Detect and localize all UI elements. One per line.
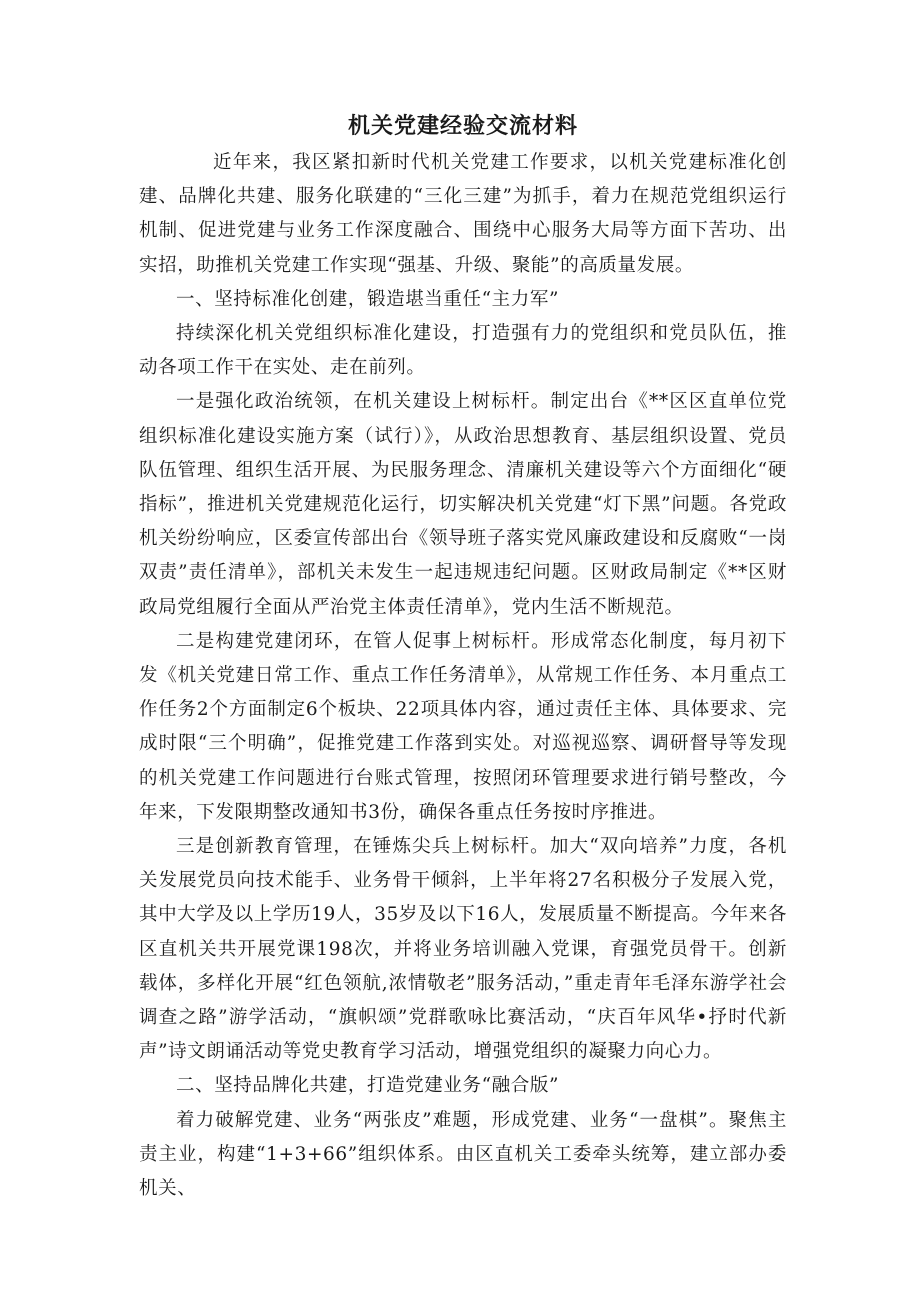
section-heading-1: 一、坚持标准化创建，锻造堪当重任“主力军” — [176, 288, 560, 310]
intro-paragraph: 近年来，我区紧扣新时代机关党建工作要求，以机关党建标准化创建、品牌化共建、服务化联建的“三化三建”为抓手，着力在规范党组织运行机制、促进党建与业务工作深度融合、围绕中心服务大局等方面下苦功、出实招，助推机关党建工作实现“强基、升级、聚能”的高质量发展。 — [139, 152, 787, 276]
document-title: 机关党建经验交流材料 — [347, 114, 578, 139]
document-page — [139, 112, 787, 1206]
body-paragraph: 一是强化政治统领，在机关建设上树标杆。制定出台《**区区直单位党组织标准化建设实施方案（试行）》，从政治思想教育、基层组织设置、党员队伍管理、组织生活开展、为民服务理念、清廉机关建设等六个方面细化“硬指标”，推进机关党建规范化运行，切实解决机关党建“灯下黑”问题。各党政机关纷纷响应，区委宣传部出台《领导班子落实党风廉政建设和反腐败“一岗双责”责任清单》，部机关未发生一起违规违纪问题。区财政局制定《**区财政局党组履行全面从严治党主体责任清单》，党内生活不断规范。 — [139, 391, 787, 618]
body-paragraph: 三是创新教育管理，在锤炼尖兵上树标杆。加大“双向培养”力度，各机关发展党员向技术能手、业务骨干倾斜，上半年将27名积极分子发展入党，其中大学及以上学历19人，35岁及以下16人，发展质量不断提高。今年来各区直机关共开展党课198次，并将业务培训融入党课，育强党员骨干。创新载体，多样化开展“红色领航,浓情敬老”服务活动，”重走青年毛泽东游学社会调查之路”游学活动，“旗帜颂”党群歌咏比赛活动，“庆百年风华•抒时代新声”诗文朗诵活动等党史教育学习活动，增强党组织的凝聚力向心力。 — [139, 836, 787, 1063]
body-paragraph: 持续深化机关党组织标准化建设，打造强有力的党组织和党员队伍，推动各项工作干在实处、走在前列。 — [139, 323, 787, 379]
body-paragraph: 二是构建党建闭环，在管人促事上树标杆。形成常态化制度，每月初下发《机关党建日常工作、重点工作任务清单》，从常规工作任务、本月重点工作任务2个方面制定6个板块、22项具体内容，通过责任主体、具体要求、完成时限“三个明确”，促推党建工作落到实处。对巡视巡察、调研督导等发现的机关党建工作问题进行台账式管理，按照闭环管理要求进行销号整改，今年来，下发限期整改通知书3份，确保各重点任务按时序推进。 — [139, 630, 787, 823]
body-paragraph: 着力破解党建、业务“两张皮”难题，形成党建、业务“一盘棋”。聚焦主责主业，构建“1+3+66”组织体系。由区直机关工委牵头统筹，建立部办委机关、 — [139, 1109, 787, 1200]
section-heading-2: 二、坚持品牌化共建，打造党建业务“融合版” — [176, 1075, 560, 1097]
